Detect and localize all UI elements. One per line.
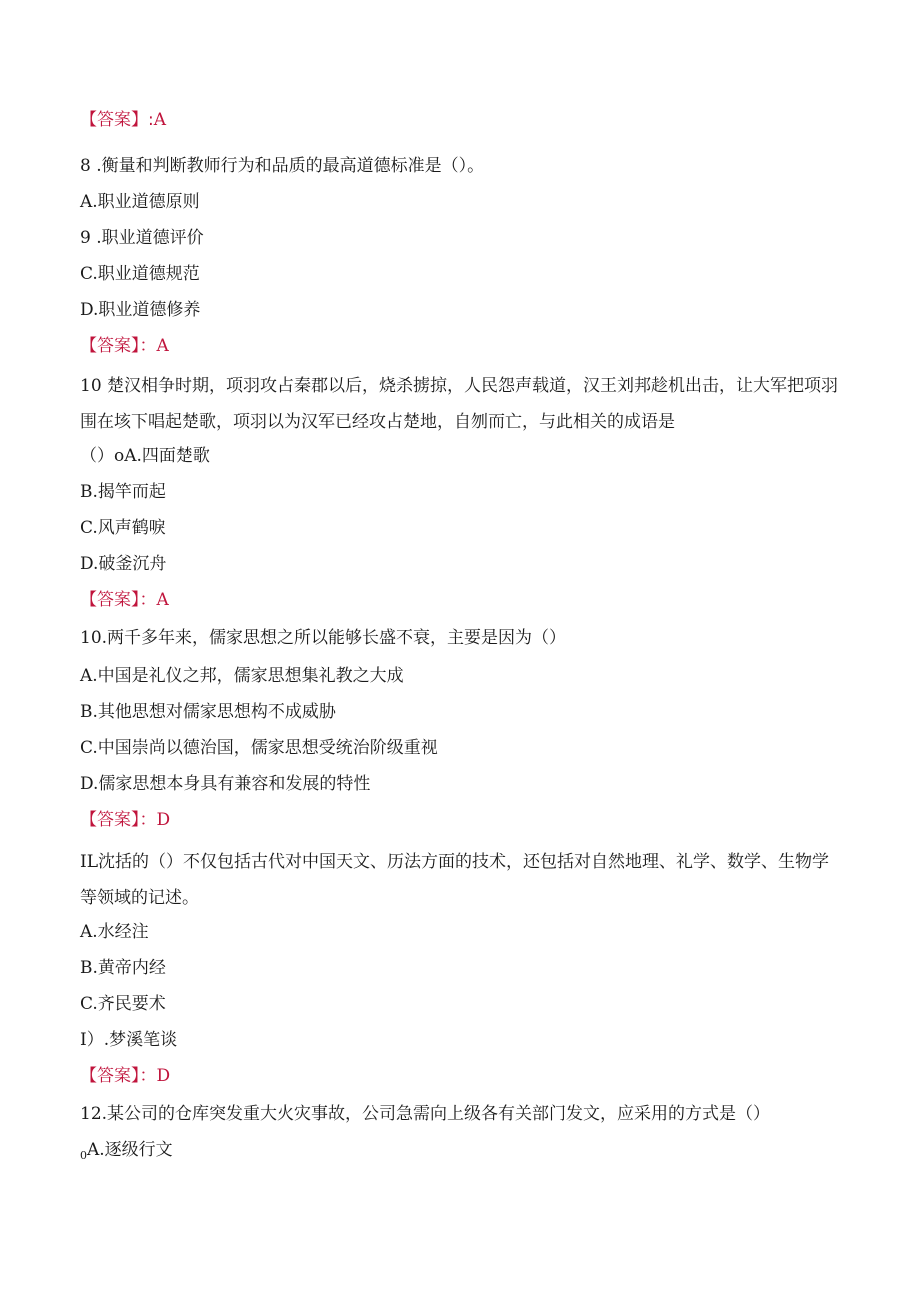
option-text: A.逐级行文 <box>87 1140 173 1160</box>
option-b: B.其他思想对儒家思想构不成威胁 <box>80 702 336 722</box>
answer-value: A <box>156 590 169 610</box>
answer-sep: ： <box>139 1066 157 1086</box>
answer-label: 【答案】 <box>80 1066 140 1086</box>
option-a: A.中国是礼仪之邦，儒家思想集礼教之大成 <box>80 666 404 686</box>
option-a: （）oA.四面楚歌 <box>80 446 210 466</box>
option-b: B.黄帝内经 <box>80 958 166 978</box>
question-11: IL沈括的（）不仅包括古代对中国天文、历法方面的技术，还包括对自然地理、礼学、数学、生物学等领域的记述。 <box>80 852 830 908</box>
option-d: D.儒家思想本身具有兼容和发展的特性 <box>80 774 371 794</box>
answer-label: 【答案】 <box>80 336 140 356</box>
answer-label: 【答案】 <box>80 110 148 130</box>
option-c: C.齐民要术 <box>80 994 166 1014</box>
question-10a: 10 楚汉相争时期，项羽攻占秦郡以后，烧杀掳掠，人民怨声载道，汉王刘邦趁机出击，让大军把项羽围在垓下唱起楚歌，项羽以为汉军已经攻占楚地，自刎而亡，与此相关的成语是 <box>80 376 839 432</box>
option-d: D.职业道德修养 <box>80 300 201 320</box>
answer-label: 【答案】 <box>80 810 140 830</box>
answer-value: D <box>156 1066 171 1086</box>
answer-value: A <box>156 336 169 356</box>
option-b: B.揭竿而起 <box>80 482 166 502</box>
option-prefix: 0 <box>80 1149 87 1162</box>
option-c: C.中国崇尚以德治国，儒家思想受统治阶级重视 <box>80 738 438 758</box>
answer-line <box>80 108 166 132</box>
answer-line <box>80 808 170 832</box>
option-d: I）.梦溪笔谈 <box>80 1030 178 1050</box>
question-12: 12.某公司的仓库突发重大火灾事故，公司急需向上级各有关部门发文，应采用的方式是（） <box>80 1104 771 1124</box>
answer-label: 【答案】 <box>80 590 140 610</box>
answer-line <box>80 1064 170 1088</box>
answer-line <box>80 588 169 612</box>
option-a <box>80 1138 173 1168</box>
option-a: A.水经注 <box>80 922 149 942</box>
answer-value: A <box>153 110 167 130</box>
option-b: 9 .职业道德评价 <box>80 228 204 248</box>
answer-value: D <box>156 810 171 830</box>
option-c: C.职业道德规范 <box>80 264 200 284</box>
option-a: A.职业道德原则 <box>80 192 200 212</box>
answer-sep: ： <box>139 336 157 356</box>
answer-sep: : <box>148 110 154 130</box>
question-10b: 10.两千多年来，儒家思想之所以能够长盛不衰，主要是因为（） <box>80 628 567 648</box>
option-d: D.破釜沉舟 <box>80 554 167 574</box>
option-c: C.风声鹤唳 <box>80 518 166 538</box>
answer-sep: ： <box>139 810 157 830</box>
answer-sep: ： <box>139 590 157 610</box>
answer-line <box>80 334 169 358</box>
question-8: 8 .衡量和判断教师行为和品质的最高道德标准是（）。 <box>80 156 485 176</box>
